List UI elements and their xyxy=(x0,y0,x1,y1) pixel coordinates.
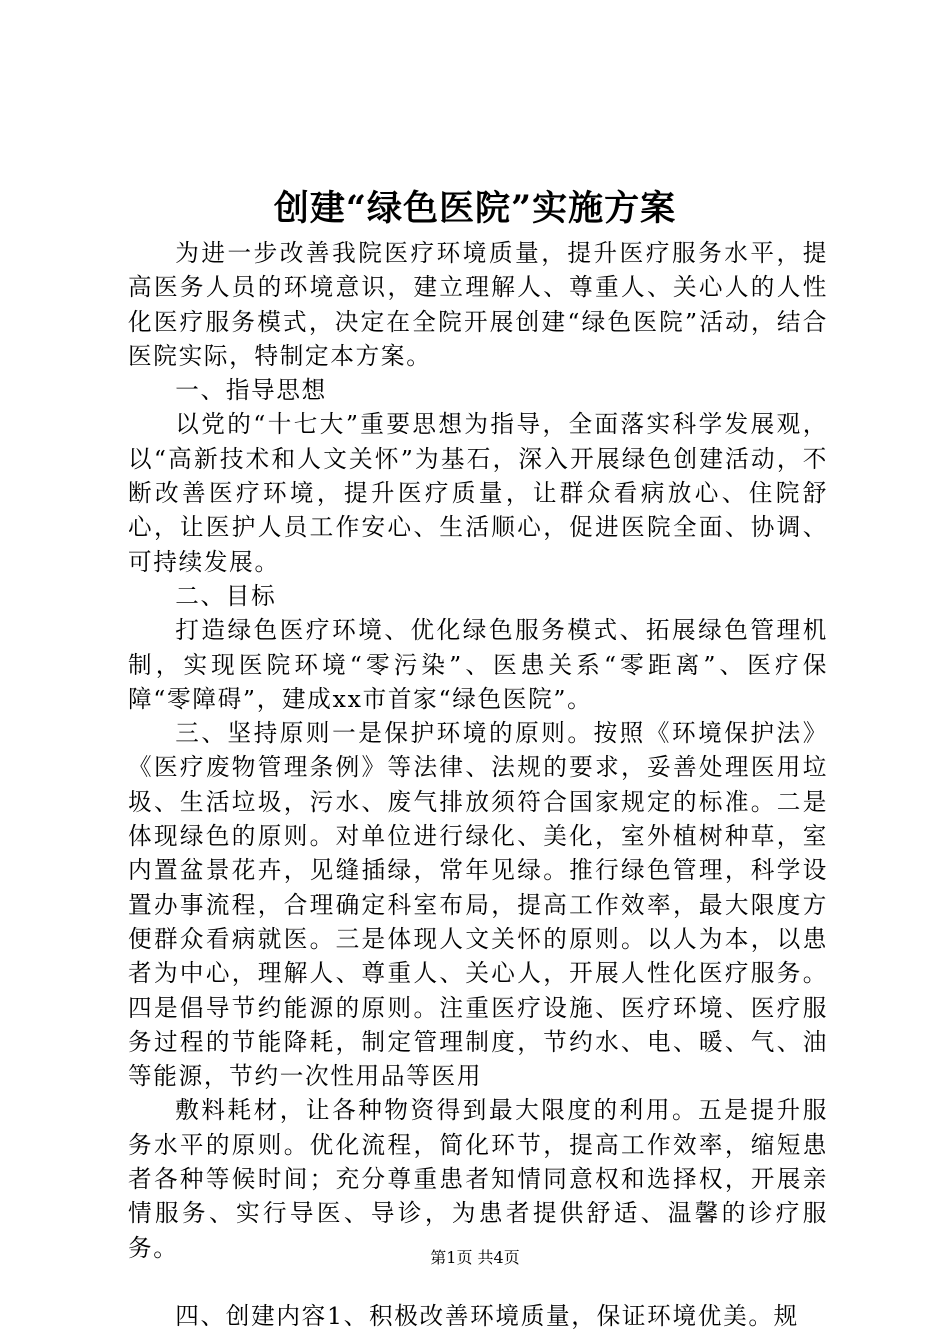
heading-goals: 二、目标 xyxy=(175,581,277,610)
heading-guiding-ideology: 一、指导思想 xyxy=(175,376,327,405)
paragraph-intro: 为进一步改善我院医疗环境质量，提升医疗服务水平，提高医务人员的环境意识，建立理解人、尊重人、关心人的人性化医疗服务模式，决定在全院开展创建“绿色医院”活动，结合医院实际，特制定本方案。 xyxy=(128,239,828,370)
paragraph-guiding-ideology: 以党的“十七大”重要思想为指导，全面落实科学发展观，以“高新技术和人文关怀”为基石，深入开展绿色创建活动，不断改善医疗环境，提升医疗质量，让群众看病放心、住院舒心，让医护人员工作安心、生活顺心，促进医院全面、协调、可持续发展。 xyxy=(128,410,828,576)
document-title: 创建“绿色医院”实施方案 xyxy=(273,188,677,229)
paragraph-principles-continued: 敷料耗材，让各种物资得到最大限度的利用。五是提升服务水平的原则。优化流程，简化环节，提高工作效率，缩短患者各种等候时间；充分尊重患者知情同意权和选择权，开展亲情服务、实行导医、导诊，为患者提供舒适、温馨的诊疗服务。 xyxy=(128,1096,828,1262)
paragraph-goals: 打造绿色医疗环境、优化绿色服务模式、拓展绿色管理机制，实现医院环境“零污染”、医患关系“零距离”、医疗保障“零障碍”，建成xx市首家“绿色医院”。 xyxy=(128,616,828,713)
paragraph-principles: 三、坚持原则一是保护环境的原则。按照《环境保护法》《医疗废物管理条例》等法律、法规的要求，妥善处理医用垃圾、生活垃圾，污水、废气排放须符合国家规定的标准。二是体现绿色的原则。对单位进行绿化、美化，室外植树种草，室内置盆景花卉，见缝插绿，常年见绿。推行绿色管理，科学设置办事流程，合理确定科室布局，提高工作效率，最大限度方便群众看病就医。三是体现人文关怀的原则。以人为本，以患者为中心，理解人、尊重人、关心人，开展人性化医疗服务。四是倡导节约能源的原则。注重医疗设施、医疗环境、医疗服务过程的节能降耗，制定管理制度，节约水、电、暖、气、油等能源，节约一次性用品等医用 xyxy=(128,719,828,1091)
page-footer: 第1页 共4页 xyxy=(430,1248,520,1267)
document-body xyxy=(128,236,828,1333)
paragraph-content: 四、创建内容1、积极改善环境质量，保证环境优美。规 xyxy=(175,1301,799,1330)
